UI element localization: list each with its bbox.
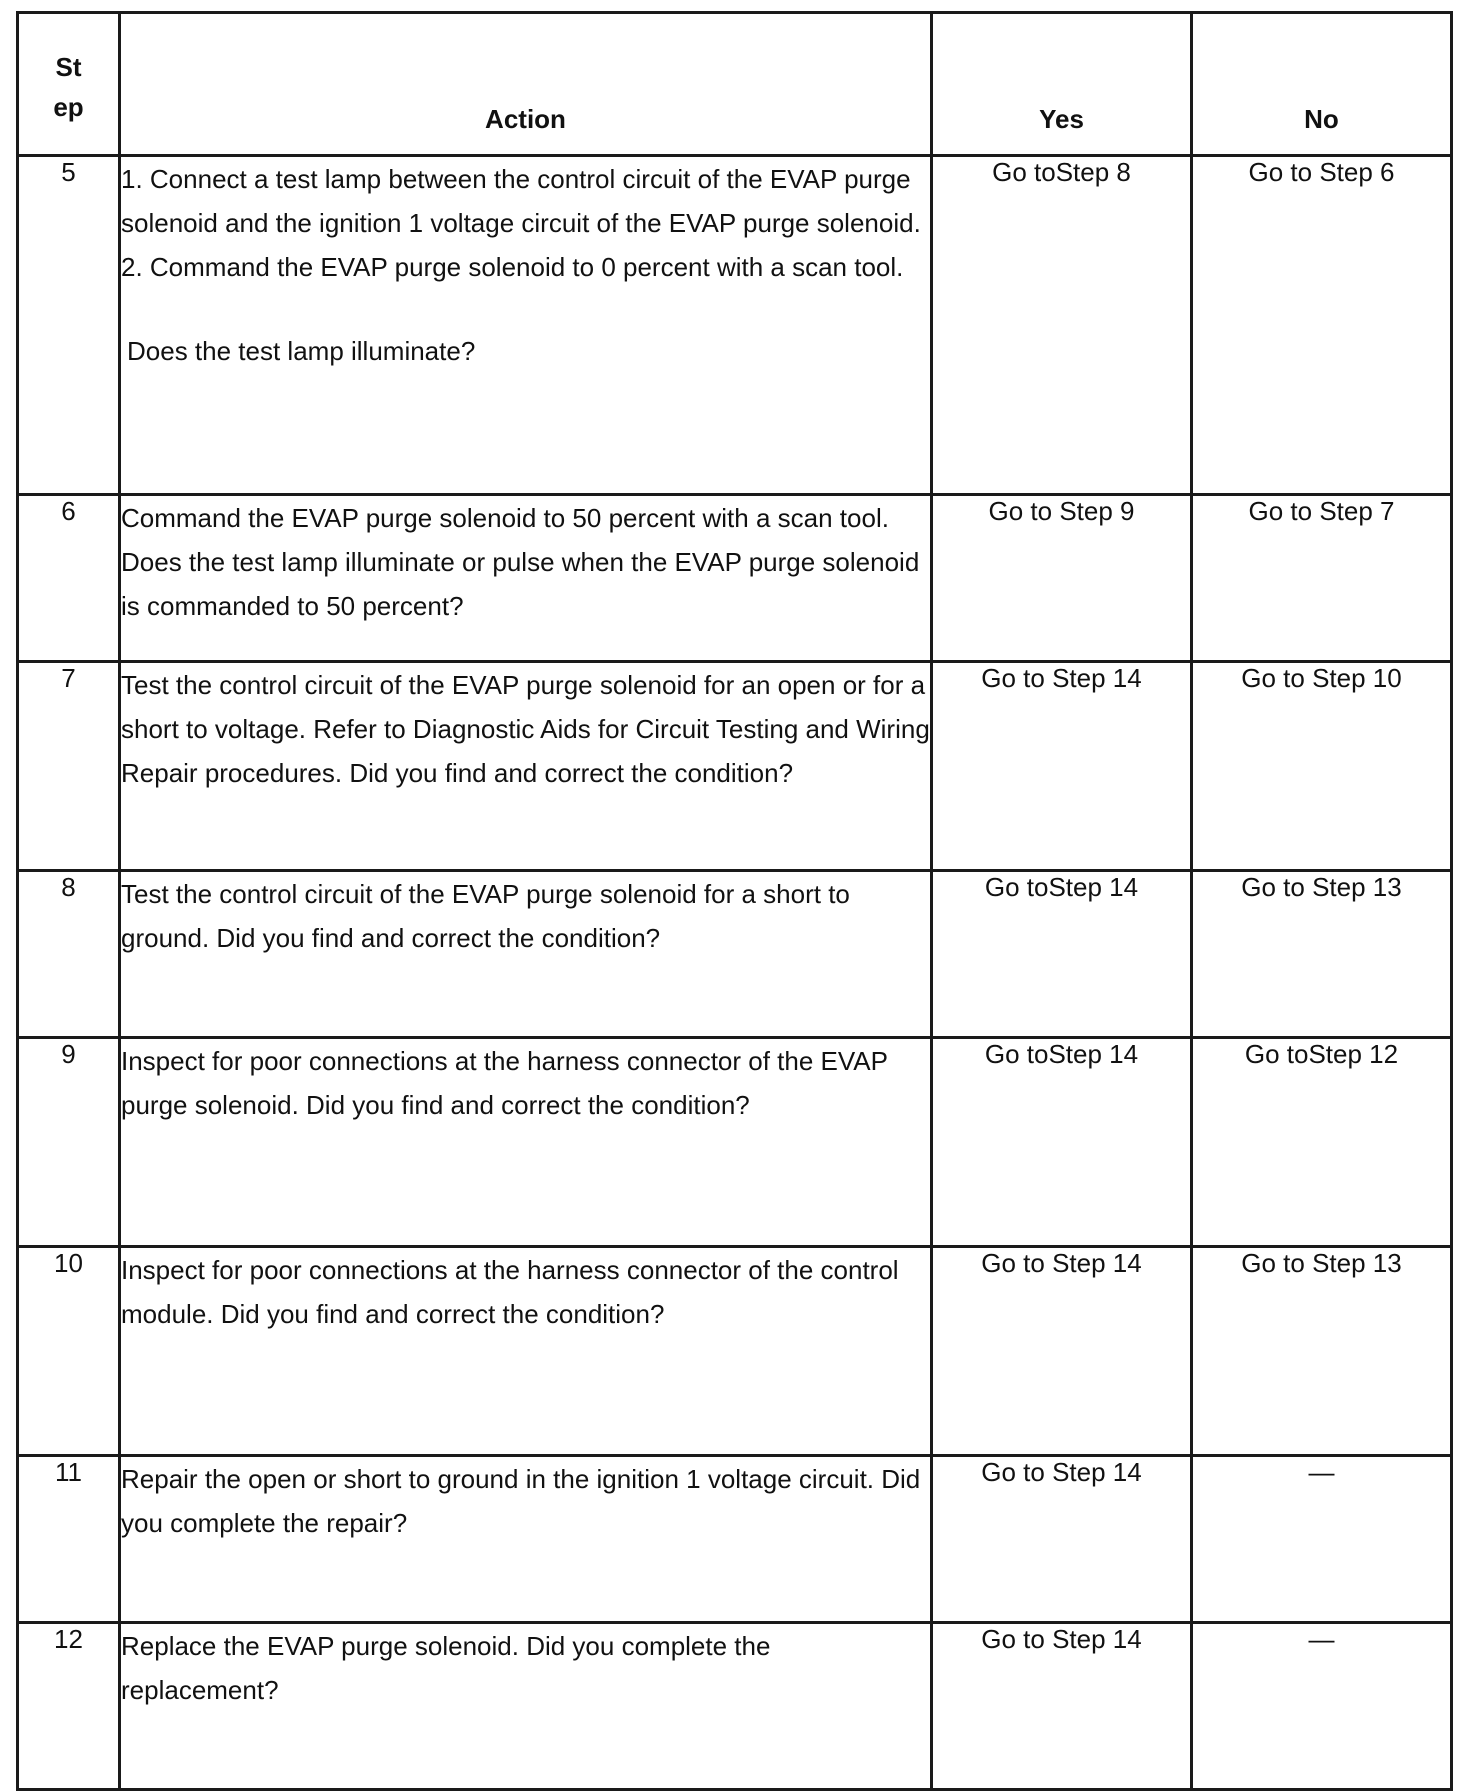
no-answer: Go to Step 6	[1192, 156, 1452, 495]
step-number: 6	[18, 495, 120, 662]
table-row	[18, 156, 1452, 495]
action-text: Test the control circuit of the EVAP purge solenoid for a short to ground. Did you find and correct the condition?	[120, 871, 932, 1038]
table-row	[18, 495, 1452, 662]
action-text: Replace the EVAP purge solenoid. Did you complete the replacement?	[120, 1623, 932, 1790]
table-row	[18, 871, 1452, 1038]
step-number: 8	[18, 871, 120, 1038]
action-text: Test the control circuit of the EVAP purge solenoid for an open or for a short to voltage. Refer to Diagnostic Aids for Circuit Testing and Wiring Repair procedures. Did you find and correct the condition?	[120, 662, 932, 871]
table-row	[18, 1623, 1452, 1790]
action-text: Command the EVAP purge solenoid to 50 percent with a scan tool. Does the test lamp illuminate or pulse when the EVAP purge solenoid is commanded to 50 percent?	[120, 495, 932, 662]
action-line: 1. Connect a test lamp between the control circuit of the EVAP purge solenoid and the ignition 1 voltage circuit of the EVAP purge solenoid.	[121, 164, 921, 238]
header-yes: Yes	[932, 13, 1192, 156]
action-text: Repair the open or short to ground in the ignition 1 voltage circuit. Did you complete the repair?	[120, 1456, 932, 1623]
step-number: 12	[18, 1623, 120, 1790]
action-line: 2. Command the EVAP purge solenoid to 0 percent with a scan tool.	[121, 252, 904, 282]
step-number: 9	[18, 1038, 120, 1247]
table-header-row	[18, 13, 1452, 156]
table-row	[18, 1038, 1452, 1247]
yes-answer: Go to Step 9	[932, 495, 1192, 662]
yes-answer: Go to Step 14	[932, 1623, 1192, 1790]
no-answer: Go toStep 12	[1192, 1038, 1452, 1247]
no-answer: Go to Step 10	[1192, 662, 1452, 871]
step-number: 11	[18, 1456, 120, 1623]
no-answer: Go to Step 13	[1192, 871, 1452, 1038]
table-row	[18, 1456, 1452, 1623]
header-no: No	[1192, 13, 1452, 156]
no-answer: Go to Step 13	[1192, 1247, 1452, 1456]
yes-answer: Go to Step 14	[932, 662, 1192, 871]
action-text: Inspect for poor connections at the harness connector of the control module. Did you find and correct the condition?	[120, 1247, 932, 1456]
no-answer: —	[1192, 1456, 1452, 1623]
yes-answer: Go toStep 8	[932, 156, 1192, 495]
no-answer: Go to Step 7	[1192, 495, 1452, 662]
header-step-line1: St	[55, 52, 82, 82]
step-number: 7	[18, 662, 120, 871]
yes-answer: Go toStep 14	[932, 1038, 1192, 1247]
yes-answer: Go toStep 14	[932, 871, 1192, 1038]
action-text: Inspect for poor connections at the harness connector of the EVAP purge solenoid. Did you find and correct the condition?	[120, 1038, 932, 1247]
step-number: 5	[18, 156, 120, 495]
action-question: Does the test lamp illuminate?	[127, 336, 476, 366]
step-number: 10	[18, 1247, 120, 1456]
header-step	[18, 13, 120, 156]
table-row	[18, 1247, 1452, 1456]
no-answer: —	[1192, 1623, 1452, 1790]
header-action: Action	[120, 13, 932, 156]
diagnostic-table	[16, 11, 1453, 1791]
header-step-line2: ep	[53, 92, 84, 122]
table-row	[18, 662, 1452, 871]
yes-answer: Go to Step 14	[932, 1456, 1192, 1623]
yes-answer: Go to Step 14	[932, 1247, 1192, 1456]
action-text	[120, 156, 932, 495]
